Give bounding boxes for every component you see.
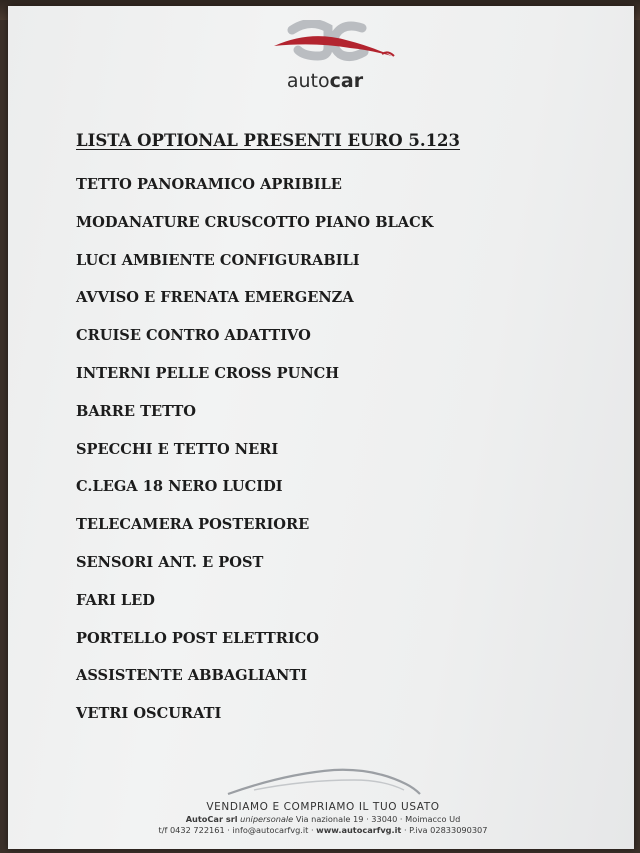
footer-address-line xyxy=(108,814,538,825)
footer-company: AutoCar srl xyxy=(185,814,238,824)
footer-address: Via nazionale 19 · 33040 · Moimacco Ud xyxy=(295,814,461,824)
list-item: INTERNI PELLE CROSS PUNCH xyxy=(76,364,340,382)
list-item: AVVISO E FRENATA EMERGENZA xyxy=(76,289,354,307)
list-item: BARRE TETTO xyxy=(76,402,197,420)
list-item: TELECAMERA POSTERIORE xyxy=(76,516,310,534)
list-item: ASSISTENTE ABBAGLIANTI xyxy=(76,667,308,685)
list-item: PORTELLO POST ELETTRICO xyxy=(76,629,320,647)
list-item: FARI LED xyxy=(76,591,155,609)
list-item: SPECCHI E TETTO NERI xyxy=(76,440,279,458)
car-silhouette-icon xyxy=(224,764,424,800)
brand-name-bold: car xyxy=(329,70,364,92)
autocar-logo-mark-icon xyxy=(270,20,400,72)
footer-vat: P.iva 02833090307 xyxy=(409,825,488,835)
footer-email: info@autocarfvg.it xyxy=(232,825,309,835)
page-title: LISTA OPTIONAL PRESENTI EURO 5.123 xyxy=(76,131,461,150)
list-item: MODANATURE CRUSCOTTO PIANO BLACK xyxy=(76,213,434,231)
document-sheet xyxy=(8,6,634,849)
list-item: TETTO PANORAMICO APRIBILE xyxy=(76,176,342,193)
footer-slogan: VENDIAMO E COMPRIAMO IL TUO USATO xyxy=(206,801,440,813)
list-item: SENSORI ANT. E POST xyxy=(76,553,264,571)
optional-list xyxy=(76,174,433,741)
list-item: VETRI OSCURATI xyxy=(76,705,222,723)
brand-name-regular: auto xyxy=(286,70,330,92)
footer-contact-line: t/f 0432 722161 · info@autocarfvg.it · www.autocarfvg.it · P.iva 02833090307 xyxy=(158,825,488,835)
footer-company-type: unipersonale xyxy=(240,814,294,824)
list-item: LUCI AMBIENTE CONFIGURABILI xyxy=(76,251,360,269)
list-item: C.LEGA 18 NERO LUCIDI xyxy=(76,478,283,496)
autocar-logo xyxy=(270,20,400,100)
brand-name xyxy=(270,70,380,92)
footer-website: www.autocarfvg.it xyxy=(316,825,402,835)
footer-phone: t/f 0432 722161 xyxy=(158,825,225,835)
list-item: CRUISE CONTRO ADATTIVO xyxy=(76,327,311,345)
company-footer xyxy=(108,800,538,836)
